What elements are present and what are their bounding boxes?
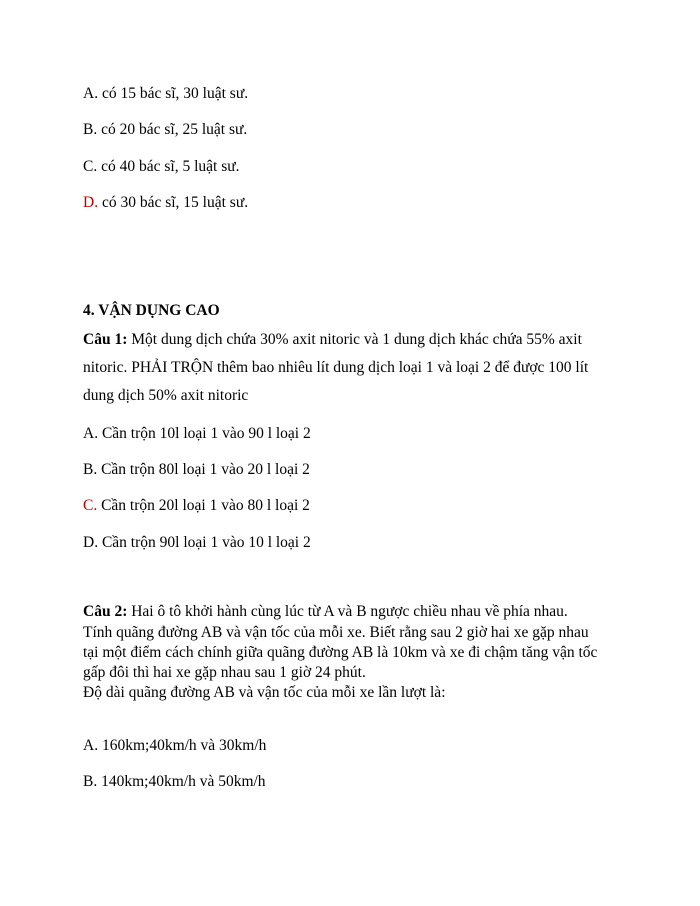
option-letter: D. [83,534,99,551]
option-letter-correct: D. [83,194,99,211]
option-letter: C. [83,158,98,175]
option-text: có 30 bác sĩ, 15 luật sư. [98,194,249,211]
q2-option-b [83,772,266,792]
option-text: Cần trộn 10l loại 1 vào 90 l loại 2 [98,425,311,442]
q2-line-2: Tính quãng đường AB và vận tốc của mỗi xe. Biết rằng sau 2 giờ hai xe gặp nhau [83,624,589,641]
section-heading: 4. VẬN DỤNG CAO [83,302,220,319]
option-text: Cần trộn 90l loại 1 vào 10 l loại 2 [98,534,311,551]
option-b [83,120,247,140]
q2-line-1 [83,603,568,620]
option-letter: A. [83,425,99,442]
option-letter: B. [83,121,98,138]
q2-option-a [83,736,266,756]
option-text: 160km;40km/h và 30km/h [98,737,267,754]
q2-label: Câu 2: [83,603,128,620]
option-text: có 15 bác sĩ, 30 luật sư. [98,85,249,102]
option-text: có 40 bác sĩ, 5 luật sư. [97,158,240,175]
q2-line-3: tại một điểm cách chính giữa quãng đường AB là 10km và xe đi chậm tăng vận tốc [83,644,598,661]
q1-option-b [83,460,310,480]
q1-line-2: nitoric. PHẢI TRỘN thêm bao nhiêu lít dung dịch loại 1 và loại 2 để được 100 lít [83,359,589,376]
option-letter: B. [83,461,98,478]
q1-line-1 [83,330,582,350]
q1-option-c-correct [83,496,310,516]
q2-text: Hai ô tô khởi hành cùng lúc từ A và B ngược chiều nhau về phía nhau. [127,603,568,620]
option-letter: B. [83,773,98,790]
q1-label: Câu 1: [83,331,128,348]
q1-option-a [83,424,311,444]
q2-line-4: gấp đôi thì hai xe gặp nhau sau 1 giờ 24 phút. [83,664,366,681]
option-d-correct [83,193,248,213]
q2-line-5: Độ dài quãng đường AB và vận tốc của mỗi xe lần lượt là: [83,684,446,701]
option-a [83,84,248,104]
option-c [83,157,240,177]
option-letter: A. [83,737,99,754]
q1-line-3: dung dịch 50% axit nitoric [83,387,249,404]
q1-option-d [83,533,311,553]
option-letter-correct: C. [83,497,98,514]
option-text: Cần trộn 20l loại 1 vào 80 l loại 2 [97,497,310,514]
option-text: Cần trộn 80l loại 1 vào 20 l loại 2 [97,461,310,478]
q1-text: Một dung dịch chứa 30% axit nitoric và 1 dung dịch khác chứa 55% axit [127,331,582,348]
option-text: 140km;40km/h và 50km/h [97,773,266,790]
option-text: có 20 bác sĩ, 25 luật sư. [97,121,248,138]
option-letter: A. [83,85,99,102]
